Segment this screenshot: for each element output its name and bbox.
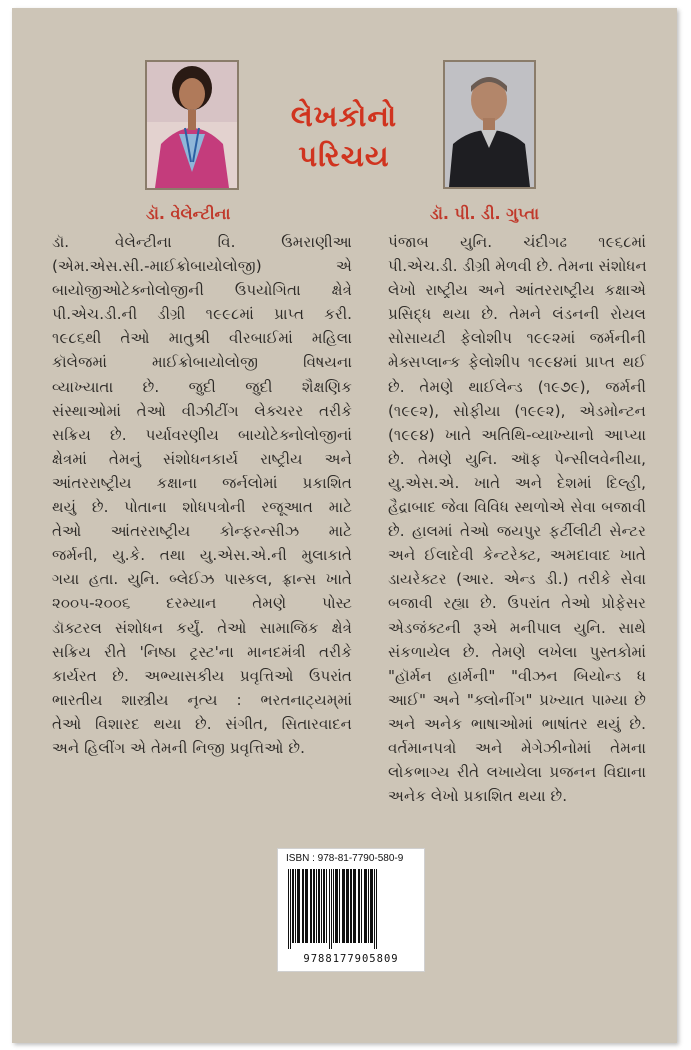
bio-line: મેક્સપ્લાન્ક ફેલોશીપ ૧૯૯૪માં પ્રાપ્ત થઈ xyxy=(388,353,646,372)
bio-line: અનેક લેખો પ્રકાશિત થયા છે. xyxy=(388,787,568,806)
barcode-bar xyxy=(346,869,349,943)
barcode-bar xyxy=(318,869,320,943)
bio-line: લેખો રાષ્ટ્રીય અને આંતરરાષ્ટ્રીય કક્ષાએ xyxy=(388,281,646,300)
bio-line: ડાયરેક્ટર (આર. એન્ડ ડી.) તરીકે સેવા xyxy=(388,570,646,589)
author-name-valentina: ડૉ. વેલેન્ટીના xyxy=(146,204,231,223)
portrait-man-image xyxy=(445,62,534,187)
barcode-bar xyxy=(313,869,315,943)
bio-line: જર્મની, યુ.કે. તથા યુ.એસ.એ.ની મુલાકાતે xyxy=(52,546,352,565)
bio-line: બાયોજીઓટેક્નોલોજીની ઉપયોગિતા ક્ષેત્રે xyxy=(52,281,352,300)
bio-line: કાર્યરત છે. અભ્યાસકીય પ્રવૃત્તિઓ ઉપરાંત xyxy=(52,666,352,685)
bio-line: લોકભાગ્ય રીતે લખાયેલા પ્રજનન વિદ્યાના xyxy=(388,763,646,782)
bio-line: સંસ્થાઓમાં તેઓ વીઝીટીંગ લેક્ચરર તરીકે xyxy=(52,401,352,420)
bio-line: વ્યાખ્યાતા છે. જુદી જુદી શૈક્ષણિક xyxy=(52,377,352,396)
barcode-bar xyxy=(335,869,338,943)
bio-line: થયું છે. પોતાના શોધપત્રોની રજૂઆત માટે xyxy=(52,498,352,517)
bio-line: બજાવી રહ્યા છે. ઉપરાંત તેઓ પ્રોફેસર xyxy=(388,594,646,613)
barcode-bar xyxy=(374,869,375,949)
book-back-cover xyxy=(12,8,677,1043)
bio-line: તેઓ આંતરરાષ્ટ્રીય કોન્ફરન્સીઝ માટે xyxy=(52,522,352,541)
barcode-bar xyxy=(339,869,340,943)
author-photo-valentina xyxy=(145,60,239,190)
bio-line: છે. તેમણે યુનિ. ઑફ પેન્સીલવેનીયા, xyxy=(388,449,646,468)
heading-line-2: પરિચય xyxy=(298,139,390,173)
bio-line: આઈ" અને "ક્લોનીંગ" પ્રખ્યાત પામ્યા છે xyxy=(388,690,646,709)
bio-line: "હૉર્મન હાર્મની" "વીઝન બિયોન્ડ ધ xyxy=(388,666,646,685)
barcode-number: 9788177905809 xyxy=(303,953,399,965)
barcode-bar xyxy=(353,869,356,943)
bio-line: ક્ષેત્રમાં તેમનું સંશોધનકાર્ય રાષ્ટ્રીય અને xyxy=(52,449,352,468)
bio-valentina xyxy=(52,230,352,760)
bio-line: સક્રિય રીતે 'નિષ્ઠા ટ્રસ્ટ'ના માનદમંત્રી તરીકે xyxy=(52,642,352,661)
barcode-bar xyxy=(321,869,322,943)
bio-line: આંતરરાષ્ટ્રીય કક્ષાના જર્નલોમાં પ્રકાશિત xyxy=(52,473,352,492)
barcode-bar xyxy=(323,869,325,943)
bio-line: ગયા હતા. યુનિ. બ્લેઈઝ પાસ્કલ, ફ્રાન્સ ખાતે xyxy=(52,570,352,589)
section-heading xyxy=(274,96,414,176)
bio-line: એડજંક્ટની રૂએ મનીપાલ યુનિ. સાથે xyxy=(388,618,646,637)
bio-line: ૨૦૦૫-૨૦૦૬ દરમ્યાન તેમણે પોસ્ટ xyxy=(52,594,352,613)
barcode-bar xyxy=(329,869,330,949)
barcode-bar xyxy=(305,869,308,943)
barcode-bar xyxy=(302,869,304,943)
bio-line: તેઓ વિશારદ થયા છે. સંગીત, સિતારવાદન xyxy=(52,714,352,733)
bio-line: (૧૯૯૪) ખાતે અતિથિ-વ્યાખ્યાનો આપ્યા xyxy=(388,425,646,444)
bio-line: ડૉક્ટરલ સંશોધન કર્યું. તેઓ સામાજિક ક્ષેત્રે xyxy=(52,618,352,637)
bio-line: પી.એચ.ડી. ડીગ્રી મેળવી છે. તેમના સંશોધન xyxy=(388,257,647,276)
barcode-bar xyxy=(288,869,289,949)
barcode-bar xyxy=(295,869,296,943)
barcode-bar xyxy=(290,869,291,949)
barcode-bar xyxy=(350,869,352,943)
barcode-bar xyxy=(333,869,334,943)
author-photo-gupta xyxy=(443,60,536,189)
bio-line: ૧૯૮૬થી તેઓ માતુશ્રી વીરબાઈમાં મહિલા xyxy=(52,329,352,348)
bio-line: કૉલેજમાં માઈક્રોબાયોલોજી વિષયના xyxy=(52,353,352,372)
bio-line: પ્રસિદ્ધ થયા છે. તેમને લંડનની રોયલ xyxy=(388,305,646,324)
bio-line: યુ.એસ.એ. ખાતે અને દેશમાં દિલ્હી, xyxy=(388,473,646,492)
isbn-label: ISBN : 978-81-7790-580-9 xyxy=(286,853,404,864)
barcode-bar xyxy=(361,869,362,943)
bio-line: અને ઈલાદેવી કેન્ટરેક્ટ, અમદાવાદ ખાતે xyxy=(388,546,646,565)
bio-line: (૧૯૯૨), સોફીયા (૧૯૯૨), એડમોન્ટન xyxy=(388,401,646,420)
bio-line: અને હિલીંગ એ તેમની નિજી પ્રવૃત્તિઓ છે. xyxy=(52,738,305,757)
portrait-woman-image xyxy=(147,62,237,188)
bio-line: વર્તમાનપત્રો અને મેગેઝીનોમાં તેમના xyxy=(388,738,646,757)
bio-line: (એમ.એસ.સી.-માઈક્રોબાયોલોજી) એ xyxy=(52,257,352,276)
barcode-bar xyxy=(364,869,367,943)
barcode-bar xyxy=(316,869,317,943)
bio-line: અને અનેક ભાષાઓમાં ભાષાંતર થયું છે. xyxy=(388,714,646,733)
bio-line: ડૉ. વેલેન્ટીના વિ. ઉમરાણીઆ xyxy=(52,233,352,251)
barcode-bar xyxy=(368,869,369,943)
barcode-bar xyxy=(326,869,327,943)
barcode-bar xyxy=(297,869,300,943)
bio-line: સોસાયટી ફેલોશીપ ૧૯૯૨માં જર્મનીની xyxy=(388,329,646,348)
barcode-bars xyxy=(284,869,418,949)
bio-line: છે. હાલમાં તેઓ જયપુર ફર્ટીલીટી સેન્ટર xyxy=(388,522,646,541)
bio-line: પી.એચ.ડી.ની ડીગ્રી ૧૯૯૮માં પ્રાપ્ત કરી. xyxy=(52,305,352,324)
bio-line: સક્રિય છે. પર્યાવરણીય બાયોટેક્નોલોજીનાં xyxy=(52,425,352,444)
bio-line: સંકળાયેલ છે. તેમણે લખેલા પુસ્તકોમાં xyxy=(388,642,646,661)
bio-gupta xyxy=(388,230,646,808)
barcode-bar xyxy=(342,869,345,943)
bio-line: ભારતીય શાસ્ત્રીય નૃત્ય : ભરતનાટ્યમ્‌માં xyxy=(52,690,352,709)
barcode-bar xyxy=(358,869,360,943)
isbn-barcode xyxy=(277,848,425,972)
barcode-bar xyxy=(370,869,373,943)
bio-line: પંજાબ યુનિ. ચંદીગઢ ૧૯૬૮માં xyxy=(388,233,646,251)
bio-line: છે. તેમણે થાઈલેન્ડ (૧૯૭૯), જર્મની xyxy=(388,377,646,396)
barcode-bar xyxy=(331,869,332,949)
bio-line: હૈદ્રાબાદ જેવા વિવિધ સ્થળોએ સેવા બજાવી xyxy=(388,498,646,517)
barcode-bar xyxy=(292,869,294,943)
barcode-bar xyxy=(310,869,312,943)
barcode-bar xyxy=(376,869,377,949)
author-name-gupta: ડૉ. પી. ડી. ગુપ્તા xyxy=(430,204,540,223)
heading-line-1: લેખકોનો xyxy=(290,99,398,133)
